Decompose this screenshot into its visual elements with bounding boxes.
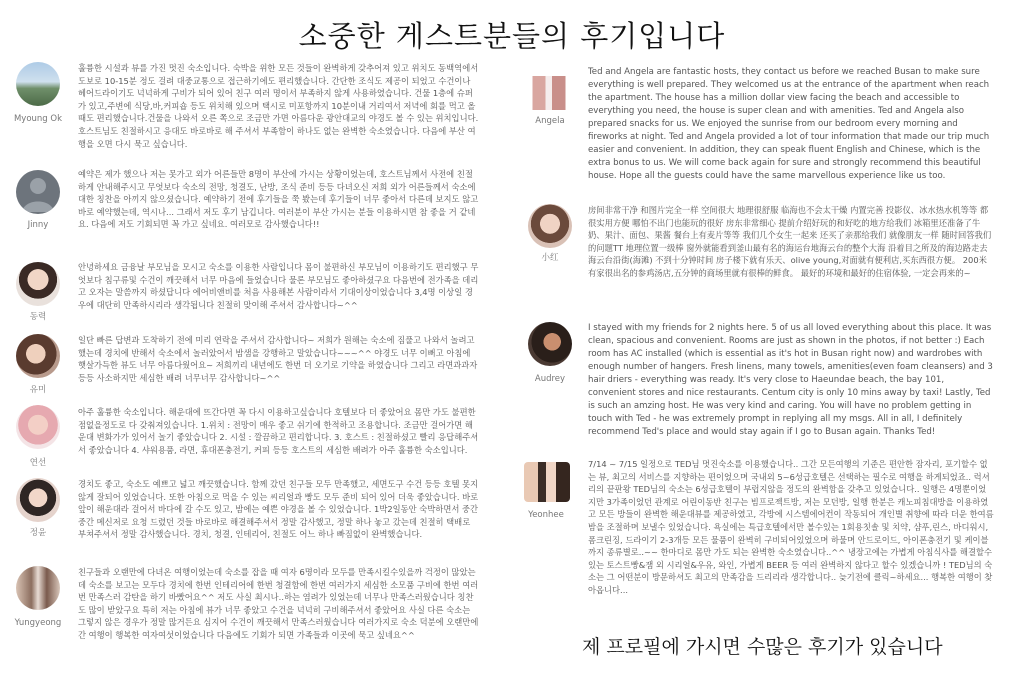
- reviewer-name: 유미: [29, 385, 47, 395]
- avatar: [16, 405, 60, 449]
- avatar: [528, 204, 572, 248]
- avatar: [528, 76, 572, 110]
- reviewer-name: Angela: [535, 116, 565, 126]
- avatar: [16, 478, 60, 522]
- review-text: 경치도 좋고, 숙소도 예쁘고 넓고 깨끗했습니다. 함께 갔던 친구들 모두 만족했고, 세면도구 수건 등등 호텔 못지 않게 잘되어 있었습니다. 또한 아침으로 먹을 수 있는 씨리얼과 빵도 모두 준비 되어 있어 더욱 좋았습니다. 바로 앞이 해운대라 걸어서 바다에 갈 수도 있고, 밤에는 예쁜 야경을 볼 수 있었습니다. 1박2일동안 숙박하면서 중간 중간 메신저로 요청 드렸던 것들 바로바로 해결해주셔서 정말 감사했고, 정말 하나 놓고 갔는데 친절히 택배로 부쳐주셔서 정말 감사했습니다. 경치, 청결, 인테리어, 친절도 어느 하나 빠짐없이 완벽했습니다.: [78, 479, 479, 540]
- review-text: 친구들과 오랜만에 다녀온 여행이었는데 숙소를 잡을 때 여자 6명이라 모두를 만족시킬수있을까 걱정이 많았는데 숙소를 보고는 모두다 경치에 한번 인테리어에 한번 청결함에 한번 여러가지 세심한 소모품 구비에 한번 여러번 만족스러 감탄을 하기 바빴어요^^ 저도 사실 최시나..하는 염려가 있었는데 너무나 만족스러웠습니다 칭찬도 많이 받았구요 특히 저는 아침에 뷰가 너무 좋았고 수건을 넉넉히 구비해주셔서 좋았어요 사실 다른 숙소는 그렇지 않은 경우가 정말 많거든요 심지어 수건이 깨끗해서 만족스러웠습니다 여러가지로 숙소 덕분에 오랜만에 간 여행이 행복한 여자여섯이었습니다 다음에도 기회가 되면 가족들과 이곳에 묵고 싶네요^^: [78, 567, 479, 640]
- reviewer-name: 동력: [29, 312, 47, 322]
- review-text: 예약은 제가 했으나 저는 못가고 외가 어른들만 8명이 부산에 가시는 상황이었는데, 호스트님께서 사전에 친절하게 안내해주시고 무엇보다 숙소의 전망, 청결도, 난방, 조식 준비 등등 다녀오신 저희 외가 어른들께서 숙소에 대한 칭찬을 아끼지 않으셨습니다. 예약하기 전에 후기들을 쭉 봤는데 후기들이 너무 좋아서 다른데 보지도 않고 바로 예약했는데, 역시나... 그래서 저도 후기 남깁니다. 여러분이 부산 가시는 분들 이용하시면 참 좋을 거 같네요. 다음에 저도 기회되면 꼭 가고 싶네요. 여러모로 감사했습니다!!: [78, 169, 479, 230]
- avatar: [528, 322, 572, 366]
- review-text: 房间非常干净 和图片完全一样 空间很大 地理很舒服 临海也不会太干燥 内置完善 投影仪、冰水热水机等等 都很实用方便 哪怕不出门也能玩的很好 房东非常细心 提前介绍好玩的和好吃的地方给我们 冰箱里还准备了牛奶、果汁、面包、果酱 餐台上有麦片等等 我们几个女生一起来 还买了亲那给我们 就像朋友一样 随时回答我们的问题TT 地理位置一级棒 窗外就能看到釜山最有名的海运台地海云台的整个大海 沿着目之所及的海边路走去海云台沿街(海滩) 不到十分钟时间 房子楼下就有乐天、olive young,对面就有便利店,买东西很方便。 200米有家很出名的参鸡汤店,五分钟的商场里就有很棒的鲜食。 最好的环境和最好的住宿体验, 一定会再来的~: [588, 205, 992, 278]
- review-text: I stayed with my friends for 2 nights here. 5 of us all loved everything about this place. It was clean, spacious and convenient. Rooms are just as shown in the photos, if not better :) Each room has AC installed (which is essential as it's hot in Busan right now) and wardrobes with enough number of hangers. Fresh linens, many towels, amenities(even foam cleansers) and 3 hair driers - everything was ready. It's very close to Haeundae beach, the bay 101, convenient stores and nice restaurants. Centum city is only 10 mins away by taxi! Lastly, Ted is such an amzing host. He was very kind and caring. You will have no problem getting in touch with Ted - he was extremely prompt in replying all my msgs. All in all, I definitely recommend Ted's place and would stay again if I go to Busan again. Thanks Ted!: [588, 323, 993, 437]
- reviewer-name: 정윤: [29, 528, 47, 538]
- review-text: 안녕하세요 금융날 부모님을 모시고 숙소를 이용한 사람입니다 몸이 불편하신 부모님이 이용하기도 편리했구 무엇보다 침구류및 수건이 깨끗해서 너무 마음에 들었습니다 물론 부모님도 좋아하셨구요 다음번에 전가족을 데리고 오자는 말씀까지 하셨답니다 에어비앤비를 처음 사용해본 사람이라서 기대이상이었습니다 3,4명 이상일 경우에 대단히 만족하시리라 생각됩니다 친절히 맞이해 주셔서 감사합니다~^^: [78, 262, 479, 310]
- avatar: [16, 62, 60, 106]
- default-user-icon: [16, 170, 60, 214]
- avatar: [16, 334, 60, 378]
- reviewer-name: 小红: [541, 253, 559, 263]
- avatar: [16, 262, 60, 306]
- reviewer-name: Jinny: [27, 220, 49, 230]
- review-text: Ted and Angela are fantastic hosts, they contact us before we reached Busan to make sure everything is well prepared. They welcomed us at the entrance of the apartment when reach the apartment. The house has a million dollar view facing the beach and accessible to everything you need, the house is super clean and with amenities. Ted and Angela also prepared snacks for us. We enjoyed the sunrise from our bedroom every morning and fireworks at night. Ted and Angela provided a lot of tour information that made our trip much easier and convenient. In addition, they can speak fluent English and Chinese, which is the extra bonus to us. We will come back again for sure and strongly recommend this beautiful house. Hope all the guests could have the same marvellous experience like us too.: [588, 67, 990, 181]
- review-text: 아주 훌륭한 숙소입니다. 해운대에 뜨간다면 꼭 다시 이용하고싶습니다 호텔보다 더 좋았어요 몸만 가도 불편한점없을정도로 다 갖춰져있습니다. 1.위치 : 전망이 매우 좋고 쉬기에 한적하고 조용합니다. 조금만 걸어가면 해운대 변화가가 있어서 놀기 좋았습니다 2. 시설 : 깔끔하고 편리합니다. 3. 호스트 : 친절하셨고 빨리 응답해주셔서 좋았습니다 4. 샤워용품, 라면, 휴대폰충전기, 커피 등등 호스트의 세심한 배려가 아주 훌륭한 숙소입니다.: [78, 407, 479, 455]
- reviewer-name: Audrey: [534, 374, 566, 384]
- footer-note: 제 프로필에 가시면 수많은 후기가 있습니다: [582, 636, 943, 658]
- avatar: [524, 462, 570, 502]
- reviewer-name: Yeonhee: [528, 510, 564, 520]
- avatar: [16, 566, 60, 610]
- reviewer-name: Myoung Ok: [13, 114, 63, 124]
- reviewer-name: Yungyeong: [14, 618, 62, 628]
- review-text: 일단 빠른 답변과 도착하기 전에 미리 연락을 주셔서 감사합니다~ 저희가 원해는 숙소에 짐풀고 나와서 놀려고 했는데 경치에 반해서 숙소에서 놀러았어서 밤샘을 강행하고 말았습니다~~~^^ 야경도 너무 이뻐고 아침에 햇살가득한 뷰도 너무 아름다웠어요~ 저희끼리 내년에도 한번 더 오기로 기약을 하였습니다 그리고 라면과과자 등등 사소하지만 세심한 배려 너무너무 감사합니다~^^: [78, 335, 478, 383]
- avatar: [16, 170, 60, 214]
- review-text: 훌륭한 시설과 뷰를 가진 멋진 숙소입니다. 숙박을 위한 모든 것들이 완벽하게 갖추어져 있고 위치도 동백역에서 도보로 10-15분 정도 걸려 대중교통으로 접근하기에도 편리했습니다. 간단한 조식도 제공이 되었고 수건이나 헤어드라이기도 넉넉하게 구비가 되어 있어 친구 여러 명이서 부족하지 않게 사용하였습니다. 건물 1층에 슈퍼가 있고,주변에 식당,바,커피숍 등도 위치해 있으며 택시로 미포항까지 10분이내 거리여서 저녁에 회를 먹고 올 때도 편리했습니다.건물을 나와서 오른 쪽으로 조금만 가면 아름다운 광안대교의 야경도 볼 수 있는 위치입니다. 호스트님도 친절하시고 응대도 바로바로 해 주셔서 부족함이 하나도 없는 완벽한 숙소였습니다. 다음에 부산 여행을 오면 다시 묵고 싶습니다.: [78, 63, 479, 149]
- reviewer-name: 연선: [29, 458, 47, 468]
- page-title: 소중한 게스트분들의 후기입니다: [298, 19, 726, 53]
- review-text: 7/14 ~ 7/15 일정으로 TED님 멋진숙소를 이용했습니다.. 그간 모든여행의 기준은 편안한 잠자리, 포기할수 없는 뷰, 최고의 서비스를 지향하는 편이었으며 국내외 5~6성급호텔은 선택하는 필수로 여행을 하게되었죠.. 럭셔리의 끝판왕 TED님의 숙소는 6성급호텔이 부럽지않을 정도의 완벽함을 갖추고 있었습니다.. 일행은 4명뿐이었지만 3가족이었던 관계로 어린이동반 친구는 빔프로젝트방, 저는 모던방, 일행 한분은 캐노피침대방을 이용하였고 모든 방들이 완벽한 해운대뷰를 제공하였고, 각방에 시스템에어컨이 작동되어 개인별 취향에 따라 더운 한여름밤을 조절하며 보낼수 있었습니다. 욕실에는 특급호텔에서만 볼수있는 1회용칫솔 및 치약, 샴푸,린스, 바디워시, 폼크린징, 드라이기 2-3개등 모든 물품이 완벽히 구비되어있었으며 하물며 안드로이드, 아이폰충전기 및 케이블까지 종류별로..~~ 한마디로 몸만 가도 되는 완벽한 숙소였습니다..^^ 냉장고에는 가볍게 아침식사를 해결할수 있는 토스트빵&잼 외 시리얼&우유, 와인, 가볍게 BEER 등 여러 완벽하지 않다고 할수 있겠습니까 ! TED님의 숙소는 그 어떤분이 방문하셔도 최고의 만족감을 드리리라 생각합니다.. 늦기전에 클릭~하세요... 행복한 여행이 찾아옵니다...: [588, 459, 994, 595]
